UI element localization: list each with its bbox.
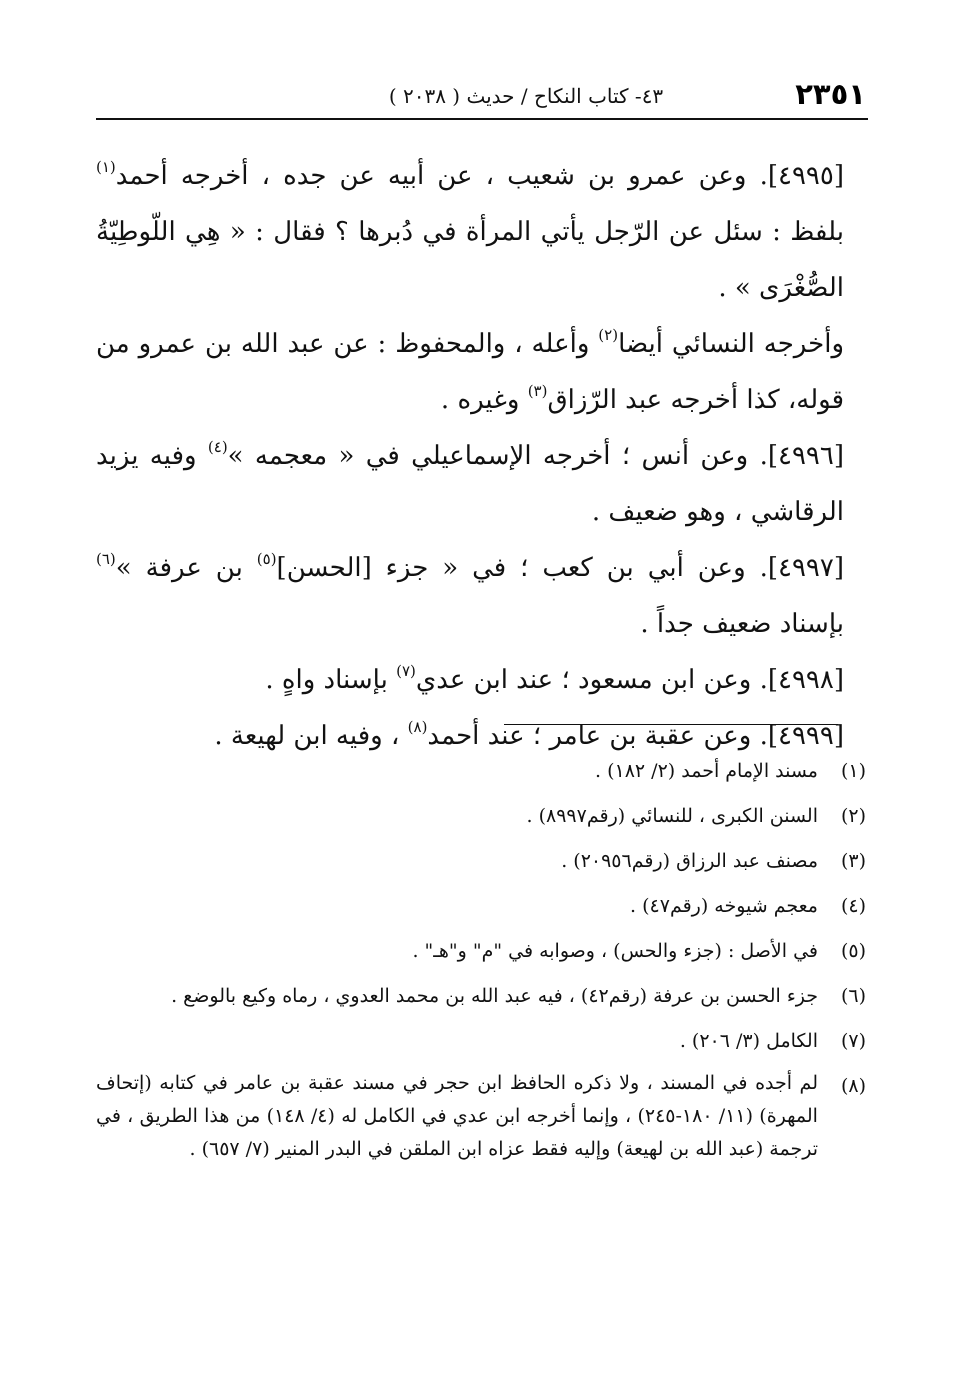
entry-text: [٤٩٩٩]. وعن عقبة بن عامر ؛ عند أحمد (427, 721, 844, 751)
footnote-mark: (٤) (840, 895, 866, 917)
entry-text: وغيره . (440, 385, 528, 415)
entry-text: [٤٩٩٨]. وعن ابن مسعود ؛ عند ابن عدي (415, 665, 844, 695)
footnote-mark: (٦) (840, 985, 866, 1007)
footnote-text: جزء الحسن بن عرفة (رقم٤٢) ، فيه عبد الله بن محمد العدوي ، رماه وكيع بالوضع . (171, 985, 818, 1007)
footnote-6 (96, 977, 866, 1015)
footnote-ref[interactable]: (٦) (96, 550, 116, 568)
entry-text: وأعله ، والمحفوظ : عن عبد الله بن عمرو من قوله، كذا أخرجه عبد الرّزاق (96, 329, 844, 415)
footnote-8 (96, 1067, 866, 1166)
footnote-mark: (٣) (840, 850, 866, 872)
entry-text: [٤٩٩٦]. وعن أنس ؛ أخرجه الإسماعيلي في « معجمه » (227, 441, 844, 471)
hadith-entry-4995-continued (96, 316, 866, 428)
footnote-mark: (٢) (840, 805, 866, 827)
footnote-3 (96, 842, 866, 880)
footnote-text: مصنف عبد الرزاق (رقم٢٠٩٥٦) . (561, 850, 818, 872)
footnote-ref[interactable]: (٧) (396, 662, 416, 680)
entry-text: ، وفيه ابن لهيعة . (214, 721, 408, 751)
entry-text: وفيه يزيد الرقاشي ، وهو ضعيف . (96, 441, 844, 527)
entry-text: [٤٩٩٥]. وعن عمرو بن شعيب ، عن أبيه عن جده ، أخرجه أحمد (115, 161, 844, 191)
footnote-text: الكامل (٣/ ٢٠٦) . (679, 1030, 818, 1052)
entry-text: بإسناد واهٍ . (265, 665, 397, 695)
footnote-7 (96, 1022, 866, 1060)
running-head: ٤٣- كتاب النكاح / حديث ( ٢٠٣٨ ) (388, 84, 664, 108)
footnote-2 (96, 797, 866, 835)
hadith-entry-4995 (96, 148, 866, 316)
footnote-ref[interactable]: (٢) (598, 326, 619, 344)
footnote-1 (96, 752, 866, 790)
hadith-entry-4996 (96, 428, 866, 540)
entry-text: بلفظ : سئل عن الرّجل يأتي المرأة في دُبرها ؟ فقال : « هِي اللّوطِيّةُ الصُّغْرَى » . (96, 217, 844, 303)
footnote-mark: (٨) (840, 1075, 866, 1097)
footnote-divider (504, 724, 838, 725)
footnote-mark: (٧) (840, 1030, 866, 1052)
hadith-entry-4997 (96, 540, 866, 652)
entry-text: بن عرفة » (115, 553, 257, 583)
hadith-entry-4998 (96, 652, 866, 708)
footnote-ref[interactable]: (٥) (256, 550, 277, 568)
footnote-5 (96, 932, 866, 970)
entry-text: وأخرجه النسائي أيضا (618, 329, 845, 359)
footnote-ref[interactable]: (١) (96, 158, 116, 176)
footnote-ref[interactable]: (٣) (527, 382, 548, 400)
footnote-ref[interactable]: (٤) (207, 438, 228, 456)
footnote-mark: (٥) (840, 940, 866, 962)
footnote-text: معجم شيوخه (رقم٤٧) . (630, 895, 818, 917)
entry-text: [٤٩٩٧]. وعن أبي بن كعب ؛ في « جزء [الحسن] (276, 553, 844, 583)
footnote-ref[interactable]: (٨) (407, 718, 428, 736)
header-divider (96, 118, 868, 120)
page-number: ٢٣٥١ (795, 77, 866, 111)
footnote-4 (96, 887, 866, 925)
footnote-mark: (١) (840, 760, 866, 782)
entry-text: بإسناد ضعيف جداً . (640, 609, 844, 639)
footnote-text: لم أجده في المسند ، ولا ذكره الحافظ ابن حجر في مسند عقبة بن عامر في كتابه (إتحاف المهرة) (١١/ ١٨٠-٢٤٥) ، وإنما أخرجه ابن عدي في الكامل له (٤/ ١٤٨) من هذا الطريق ، في ترجمة (عبد الله بن لهيعة) وإليه فقط عزاه ابن الملقن في البدر المنير (٧/ ٦٥٧) . (96, 1072, 818, 1160)
main-text (96, 148, 866, 764)
footnote-text: في الأصل : (جزء والحس) ، وصوابه في "م" و"هـ" . (412, 940, 818, 962)
footnotes-section (96, 752, 866, 1173)
footnote-text: السنن الكبرى ، للنسائي (رقم٨٩٩٧) . (526, 805, 818, 827)
page-header (96, 74, 866, 118)
footnote-text: مسند الإمام أحمد (٢/ ١٨٢) . (595, 760, 818, 782)
